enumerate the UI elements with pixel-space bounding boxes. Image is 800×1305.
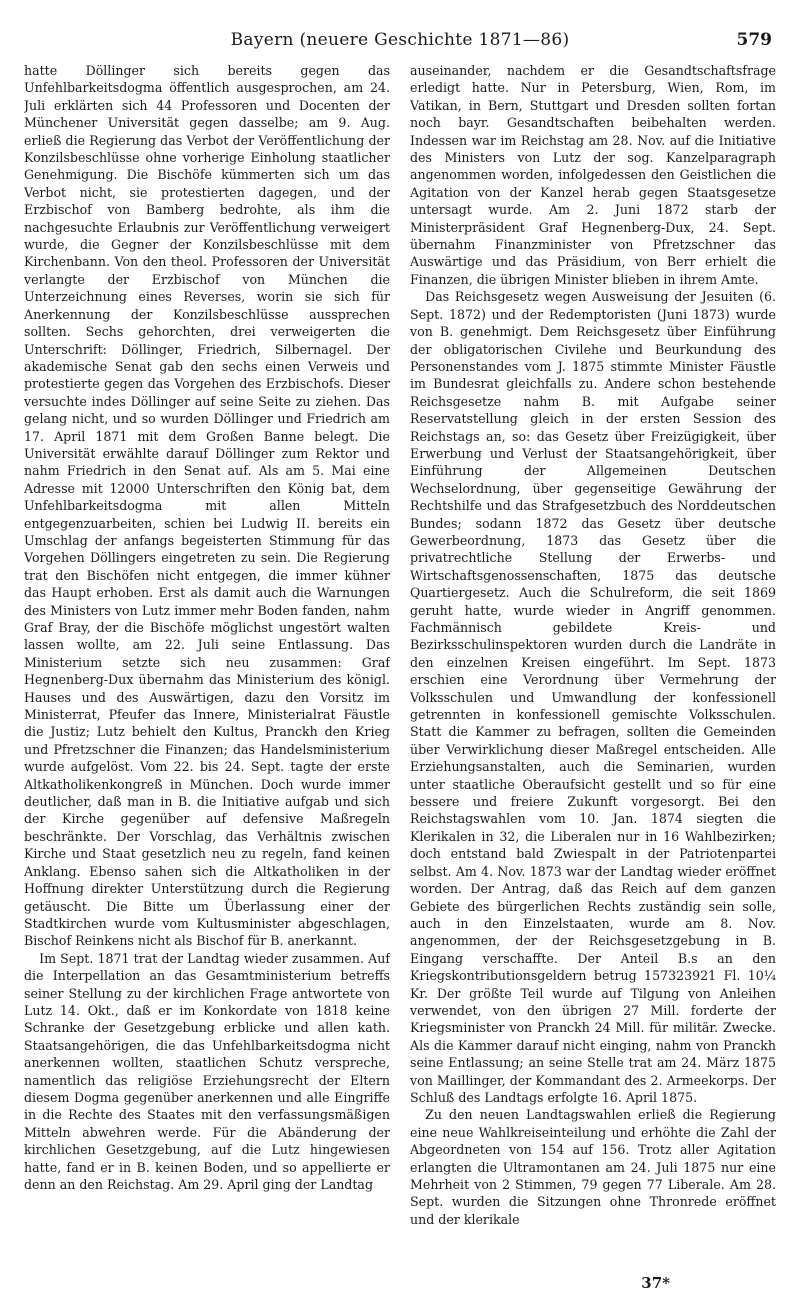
page-header [24,30,776,54]
paragraph: hatte Döllinger sich bereits gegen das Unfehlbarkeitsdogma öffentlich ausgesprochen, am 24. Juli erklärten sich 44 Professoren und Docenten der Münchener Universität gegen dasselbe; am 9. Aug. erließ die Regierung das Verbot der Veröffentlichung der Konzilsbeschlüsse ohne vorherige Einholung staatlicher Genehmigung. Die Bischöfe kümmerten sich um das Verbot nicht, sie protestierten dagegen, und der Erzbischof von Bamberg bedrohte, als ihm die nachgesuchte Erlaubnis zur Veröffentlichung verweigert wurde, die Gegner der Konzilsbeschlüsse mit dem Kirchenbann. Von den theol. Professoren der Universität verlangte der Erzbischof von München die Unterzeichnung eines Reverses, worin sie sich für Anerkennung der Konzilsbeschlüsse aussprechen sollten. Sechs gehorchten, drei verweigerten die Unterschrift: Döllinger, Friedrich, Silbernagel. Der akademische Senat gab den sechs einen Verweis und protestierte gegen das Vorgehen des Erzbischofs. Dieser versuchte indes Döllinger auf seine Seite zu ziehen. Das gelang nicht, und so wurden Döllinger und Friedrich am 17. April 1871 mit dem Großen Banne belegt. Die Universität erwählte darauf Döllinger zum Rektor und nahm Friedrich in den Senat auf. Als am 5. Mai eine Adresse mit 12000 Unterschriften den König bat, dem Unfehlbarkeitsdogma mit allen Mitteln entgegenzuarbeiten, schien bei Ludwig II. bereits ein Umschlag der anfangs begeisterten Stimmung für das Vorgehen Döllingers eingetreten zu sein. Die Regierung trat den Bischöfen nicht entgegen, die immer kühner das Haupt erhoben. Erst als damit auch die Warnungen des Ministers von Lutz immer mehr Boden fanden, nahm Graf Bray, der die Bischöfe möglichst ungestört walten lassen wollte, am 22. Juli seine Entlassung. Das Ministerium setzte sich neu zusammen: Graf Hegnenberg-Dux übernahm das Ministerium des königl. Hauses und des Auswärtigen, dazu den Vorsitz im Ministerrat, Pfeufer das Innere, Ministerialrat Fäustle die Justiz; Lutz behielt den Kultus, Pranckh den Krieg und Pfretzschner die Finanzen; das Handelsministerium wurde aufgelöst. Vom 22. bis 24. Sept. tagte der erste Altkatholikenkongreß in München. Doch wurde immer deutlicher, daß man in B. die Initiative aufgab und sich der Kirche gegenüber auf defensive Maßregeln beschränkte. Der Vorschlag, das Verhältnis zwischen Kirche und Staat gesetzlich neu zu regeln, fand keinen Anklang. Ebenso sahen sich die Altkatholiken in der Hoffnung direkter Unterstützung durch die Regierung getäuscht. Die Bitte um Überlassung einer der Stadtkirchen wurde vom Kultusminister abgeschlagen, Bischof Reinkens nicht als Bischof für B. anerkannt. [24,63,390,949]
left-column [24,62,390,1280]
paragraph: Im Sept. 1871 trat der Landtag wieder zusammen. Auf die Interpellation an das Gesamtministerium betreffs seiner Stellung zu der kirchlichen Frage antwortete von Lutz 14. Okt., daß er im Konkordate von 1818 keine Schranke der Gesetzgebung erblicke und allen kath. Staatsangehörigen, die das Unfehlbarkeitsdogma nicht anerkennen wollten, staatlichen Schutz verspreche, namentlich das religiöse Erziehungsrecht der Eltern diesem Dogma gegenüber anerkennen und alle Eingriffe in die Rechte des Staates mit den verfassungsmäßigen Mitteln abwehren werde. Für die Abänderung der kirchlichen Gesetzgebung, auf die Lutz hingewiesen hatte, fand er in B. keinen Boden, und so appellierte er denn an den Reichstag. Am 29. April ging der Landtag [24,950,390,1192]
paragraph: auseinander, nachdem er die Gesandtschaftsfrage erledigt hatte. Nur in Petersburg, Wien, Rom, im Vatikan, in Bern, Stuttgart und Dresden sollten fortan noch bayr. Gesandtschaften beibehalten werden. Indessen war im Reichstag am 28. Nov. auf die Initiative des Ministers von Lutz der sog. Kanzelparagraph angenommen worden, infolgedessen den Geistlichen die Agitation von der Kanzel herab gegen Staatsgesetze untersagt wurde. Am 2. Juni 1872 starb der Ministerpräsident Graf Hegnenberg-Dux, 24. Sept. übernahm Finanzminister von Pfretzschner das Auswärtige und das Präsidium, von Berr erhielt die Finanzen, die übrigen Minister blieben in ihrem Amte. [410,63,776,287]
page-number: 579 [736,30,772,50]
signature-mark: 37* [641,1274,670,1292]
paragraph: Das Reichsgesetz wegen Ausweisung der Jesuiten (6. Sept. 1872) und der Redemptoristen (Juni 1873) wurde von B. genehmigt. Dem Reichsgesetz über Einführung der obligatorischen Civilehe und Beurkundung des Personenstandes vom J. 1875 stimmte Minister Fäustle im Bundesrat gleichfalls zu. Andere schon bestehende Reichsgesetze nahm B. mit Aufgabe seiner Reservatstellung gleich in der ersten Session des Reichstags an, so: das Gesetz über Freizügigkeit, über Erwerbung und Verlust der Staatsangehörigkeit, über Einführung der Allgemeinen Deutschen Wechselordnung, über gegenseitige Gewährung der Rechtshilfe und das Strafgesetzbuch des Norddeutschen Bundes; sodann 1872 das Gesetz über deutsche Gewerbeordnung, 1873 das Gesetz über die privatrechtliche Stellung der Erwerbs- und Wirtschaftsgenossenschaften, 1875 das deutsche Quartiergesetz. Auch die Schulreform, die seit 1869 geruht hatte, wurde wieder in Angriff genommen. Fachmännisch gebildete Kreis- und Bezirksschulinspektoren wurden durch die Landräte in den einzelnen Kreisen eingeführt. Im Sept. 1873 erschien eine Verordnung über Vermehrung der Volksschulen und Umwandlung der konfessionell getrennten in konfessionell gemischte Volksschulen. Statt die Kammer zu befragen, sollten die Gemeinden über Verwirklichung dieser Maßregel entscheiden. Alle Erziehungsanstalten, auch die Seminarien, wurden unter staatliche Oberaufsicht gestellt und so für eine bessere und freiere Zukunft vorgesorgt. Bei den Reichstagswahlen vom 10. Jan. 1874 siegten die Klerikalen in 32, die Liberalen nur in 16 Wahlbezirken; doch entstand bald Zwiespalt in der Patriotenpartei selbst. Am 4. Nov. 1873 war der Landtag wieder eröffnet worden. Der Antrag, daß das Reich auf dem ganzen Gebiete des bürgerlichen Rechts zuständig sein solle, auch in den Einzelstaaten, wurde am 8. Nov. angenommen, der der Reichsgesetzgebung in B. Eingang verschaffte. Der Anteil B.s an den Kriegskontributionsgeldern betrug 157323921 Fl. 10¼ Kr. Der größte Teil wurde auf Tilgung von Anleihen verwendet, von den übrigen 27 Mill. forderte der Kriegsminister von Pranckh 24 Mill. für militär. Zwecke. Als die Kammer darauf nicht einging, nahm von Pranckh seine Entlassung; an seine Stelle trat am 24. März 1875 von Maillinger, der Kommandant des 2. Armeekorps. Der Schluß des Landtags erfolgte 16. April 1875. [410,289,776,1105]
paragraph: Zu den neuen Landtagswahlen erließ die Regierung eine neue Wahlkreiseinteilung und erhöhte die Zahl der Abgeordneten von 154 auf 156. Trotz aller Agitation erlangten die Ultramontanen am 24. Juli 1875 nur eine Mehrheit von 2 Stimmen, 79 gegen 77 Liberale. Am 28. Sept. wurden die Sitzungen ohne Thronrede eröffnet und der klerikale [410,1107,776,1227]
right-column [410,62,776,1280]
running-head: Bayern (neuere Geschichte 1871—86) [230,30,570,50]
